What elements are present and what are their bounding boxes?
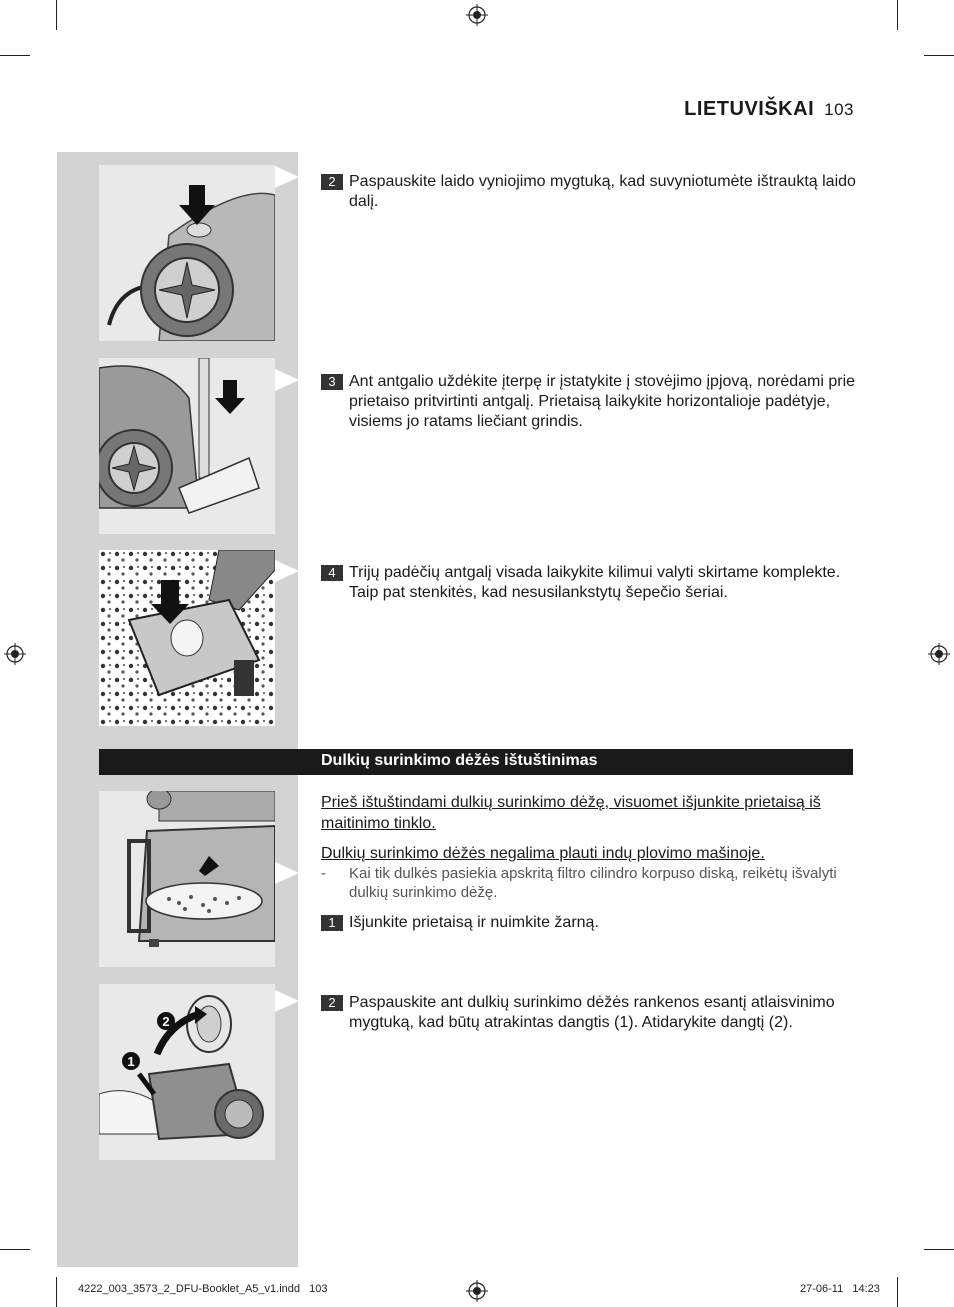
- figure-pointer: [275, 862, 299, 884]
- step-item: [321, 913, 857, 933]
- crop-mark: [897, 0, 898, 30]
- page-header: [684, 98, 854, 121]
- step-number: 4: [321, 565, 343, 581]
- figure-cord-rewind: [99, 165, 275, 341]
- step-number: 1: [321, 915, 343, 931]
- step-item: [321, 372, 857, 432]
- footer-date: 27-06-11 14:23: [800, 1283, 880, 1295]
- section-heading: [99, 749, 853, 775]
- step-text: Paspauskite laido vyniojimo mygtuką, kad suvyniotumėte ištrauktą laido dalį.: [349, 173, 856, 210]
- language-title: LIETUVIŠKAI: [684, 98, 815, 120]
- crop-mark: [56, 0, 57, 30]
- crop-mark: [0, 1249, 30, 1250]
- crop-mark: [924, 1249, 954, 1250]
- page-number: 103: [824, 100, 854, 119]
- crop-mark: [56, 1277, 57, 1307]
- figure-nozzle-park: [99, 358, 275, 534]
- figure-label: 2: [162, 1014, 170, 1029]
- step-text: Trijų padėčių antgalį visada laikykite kilimui valyti skirtame komplekte. Taip pat stenkitės, kad nesusilankstytų šepečio šeriai.: [349, 564, 841, 601]
- registration-mark-icon: [4, 643, 26, 665]
- step-item: [321, 172, 857, 212]
- figure-pointer: [275, 560, 299, 582]
- registration-mark-icon: [466, 1280, 488, 1302]
- step-item: [321, 563, 857, 603]
- figure-label: 1: [127, 1054, 135, 1069]
- registration-mark-icon: [466, 4, 488, 26]
- registration-mark-icon: [928, 643, 950, 665]
- figure-pointer: [275, 166, 299, 188]
- step-text: Išjunkite prietaisą ir nuimkite žarną.: [349, 914, 599, 931]
- figure-pointer: [275, 990, 299, 1012]
- step-text: Paspauskite ant dulkių surinkimo dėžės rankenos esantį atlaisvinimo mygtuką, kad būtų atrakintas dangtis (1). Atidarykite dangtį (2).: [349, 994, 835, 1031]
- step-text: Ant antgalio uždėkite įterpę ir įstatykite į stovėjimo įpjovą, norėdami prie prietaiso pritvirtinti antgalį. Prietaisą laikykite horizontalioje padėtyje, visiems jo ratams liečiant grindis.: [349, 373, 856, 430]
- step-number: 2: [321, 174, 343, 190]
- figure-pointer: [275, 369, 299, 391]
- step-number: 2: [321, 995, 343, 1011]
- crop-mark: [0, 55, 30, 56]
- step-item: [321, 993, 857, 1033]
- bullet-text: Kai tik dulkės pasiekia apskritą filtro cilindro korpuso diską, reikėtų išvalyti dulkių surinkimo dėžę.: [349, 865, 837, 901]
- crop-mark: [897, 1277, 898, 1307]
- bullet-item: [321, 864, 841, 902]
- step-number: 3: [321, 374, 343, 390]
- crop-mark: [924, 55, 954, 56]
- figure-carpet-brush: [99, 550, 275, 726]
- section-title: Dulkių surinkimo dėžės ištuštinimas: [321, 752, 598, 769]
- warning-text: Dulkių surinkimo dėžės negalima plauti indų plovimo mašinoje.: [321, 845, 765, 862]
- figure-open-lid: [99, 984, 275, 1160]
- figure-dust-container: [99, 791, 275, 967]
- footer-file-info: 4222_003_3573_2_DFU-Booklet_A5_v1.indd 103: [78, 1283, 328, 1295]
- bullet-marker: -: [321, 865, 326, 882]
- warning-text: Prieš ištuštindami dulkių surinkimo dėžę, visuomet išjunkite prietaisą iš maitinimo tinklo.: [321, 794, 821, 832]
